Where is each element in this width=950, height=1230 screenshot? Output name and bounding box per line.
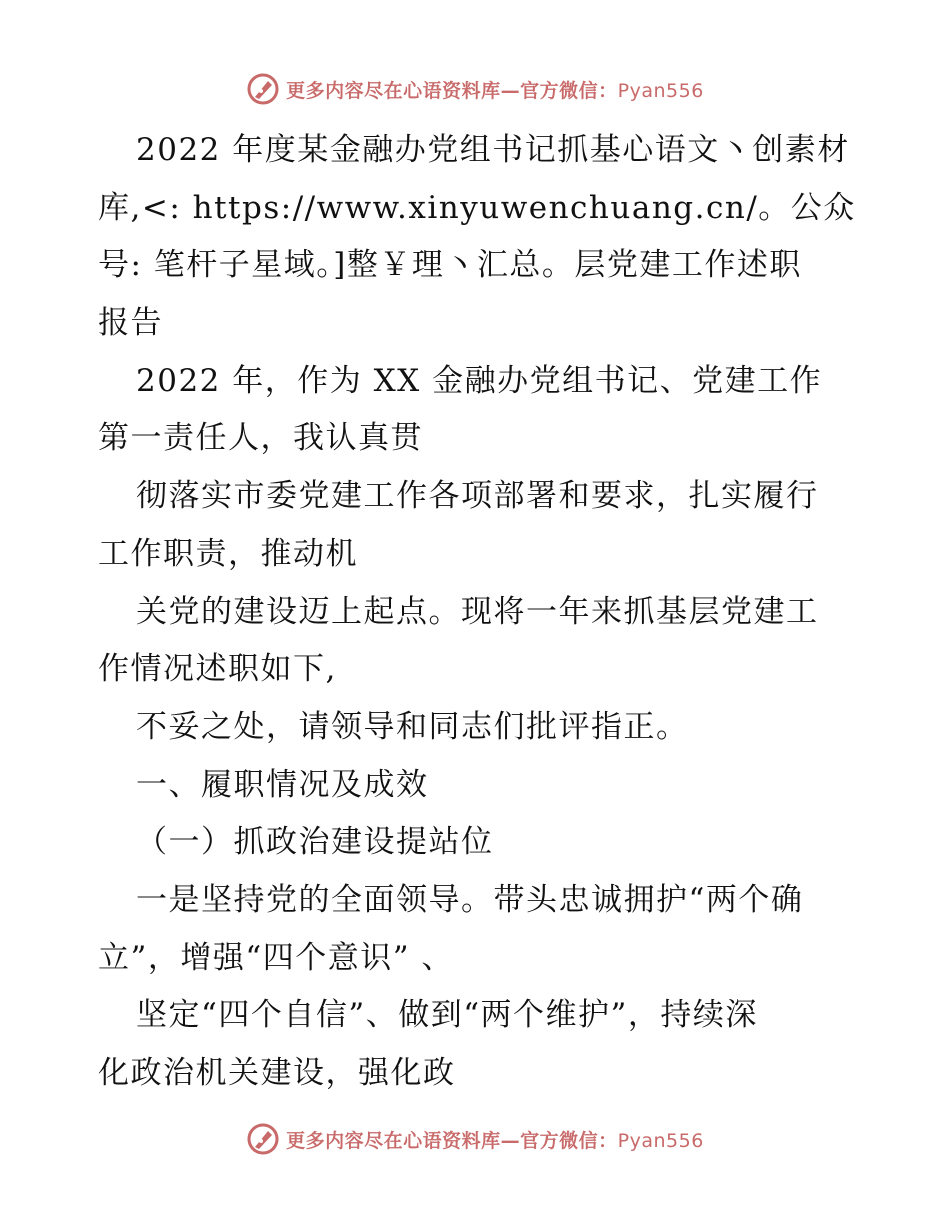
text-line: 不妥之处，请领导和同志们批评指正。 [136,708,689,745]
text-line: 立”，增强“四个意识” 、 [98,939,454,976]
watermark-footer [0,1122,950,1156]
text-line: 化政治机关建设，强化政 [98,1055,456,1091]
watermark-header [0,72,950,106]
text-line: 2022 年度某金融办党组书记抓基心语文丶创素材 [136,132,850,168]
pen-nib-logo-icon [246,72,280,106]
text-line: 一是坚持党的全面领导。带头忠诚拥护“两个确 [136,881,804,918]
subsection-heading: （一）抓政治建设提站位 [136,824,494,861]
text-line: 号: 笔杆子星域。]整￥理丶汇总。层党建工作述职 [98,247,802,284]
document-body [98,122,858,1103]
section-heading: 一、履职情况及成效 [136,766,429,803]
watermark-text: 更多内容尽在心语资料库—官方微信：Pyan556 [286,79,704,102]
text-line: 彻落实市委党建工作各项部署和要求，扎实履行 [136,478,819,515]
pen-nib-logo-icon [246,1122,280,1156]
text-line: 2022 年，作为 XX 金融办党组书记、党建工作 [136,362,823,399]
text-line: 作情况述职如下, [98,651,337,688]
text-line: 工作职责，推动机 [98,535,358,572]
text-line: 报告 [98,305,163,342]
text-line: 库,<: https://www.xinyuwenchuang.cn/。公众 [98,189,856,226]
text-line: 第一责任人，我认真贯 [98,420,423,457]
watermark-text: 更多内容尽在心语资料库—官方微信：Pyan556 [286,1129,704,1152]
text-line: 关党的建设迈上起点。现将一年来抓基层党建工 [136,593,819,630]
text-line: 坚定“四个自信”、做到“两个维护”，持续深 [136,997,758,1034]
